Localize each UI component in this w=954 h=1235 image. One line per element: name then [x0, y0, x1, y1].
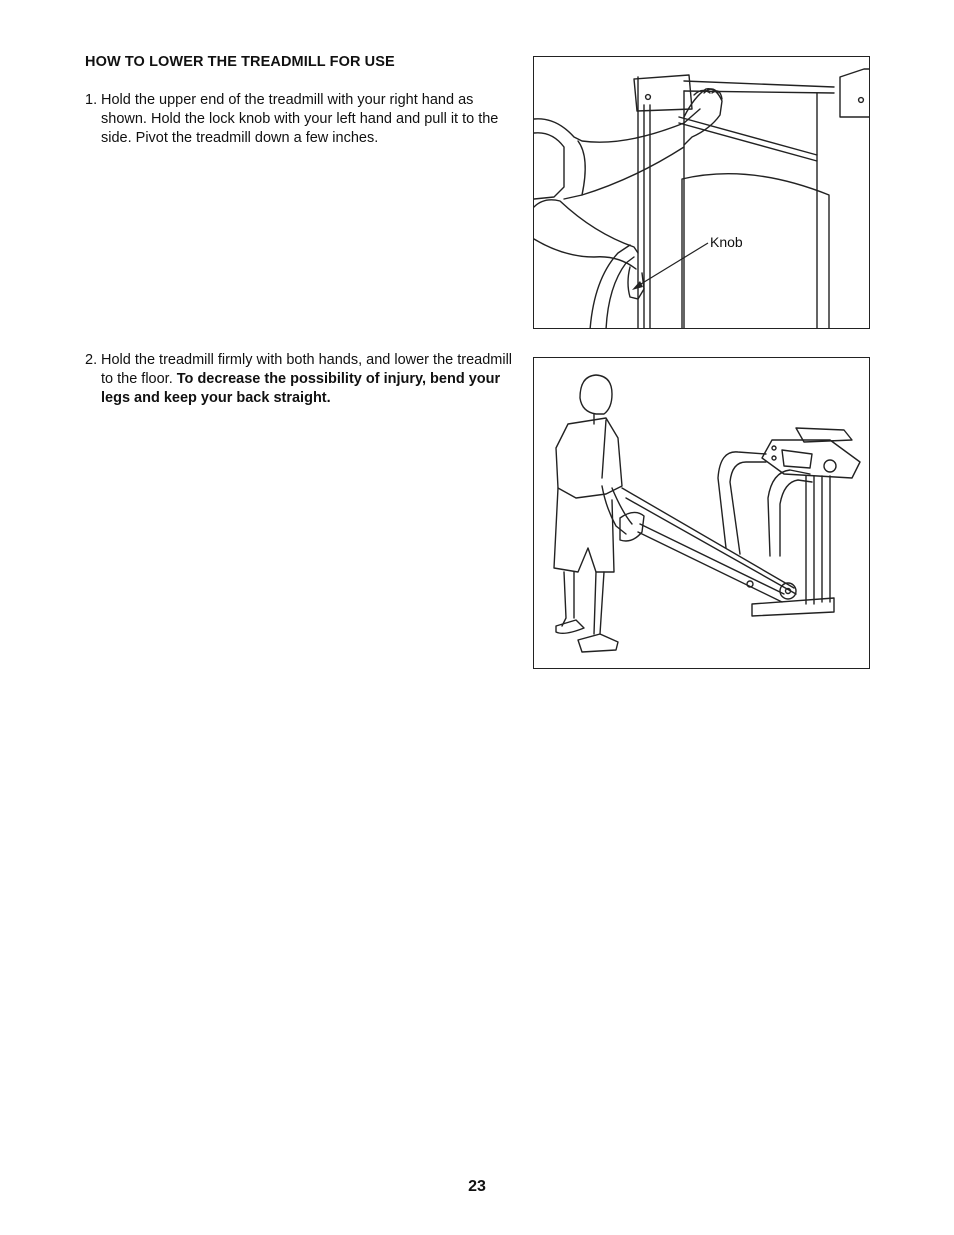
- step-number: 1.: [85, 92, 98, 108]
- section-heading: HOW TO LOWER THE TREADMILL FOR USE: [85, 54, 395, 70]
- knob-callout-label: Knob: [710, 234, 743, 250]
- unlock-illustration: [534, 57, 870, 329]
- figure-unlock-knob: [533, 56, 870, 329]
- step-1: [85, 91, 515, 148]
- safety-warning: To decrease the possibility of injury, bend your legs and keep your back straight.: [101, 371, 501, 406]
- step-text: Hold the upper end of the treadmill with your right hand as shown. Hold the lock knob with your left hand and pull it to the side. Pivot the treadmill down a few inches.: [101, 92, 499, 146]
- step-number: 2.: [85, 352, 98, 368]
- step-text: Hold the treadmill firmly with both hands, and lower the treadmill to the floor.: [101, 352, 513, 387]
- step-2: [85, 351, 515, 408]
- figure-lower-treadmill: [533, 357, 870, 669]
- page-number: 23: [468, 1178, 486, 1195]
- lowering-illustration: [534, 358, 870, 669]
- step-text-container: [101, 351, 515, 408]
